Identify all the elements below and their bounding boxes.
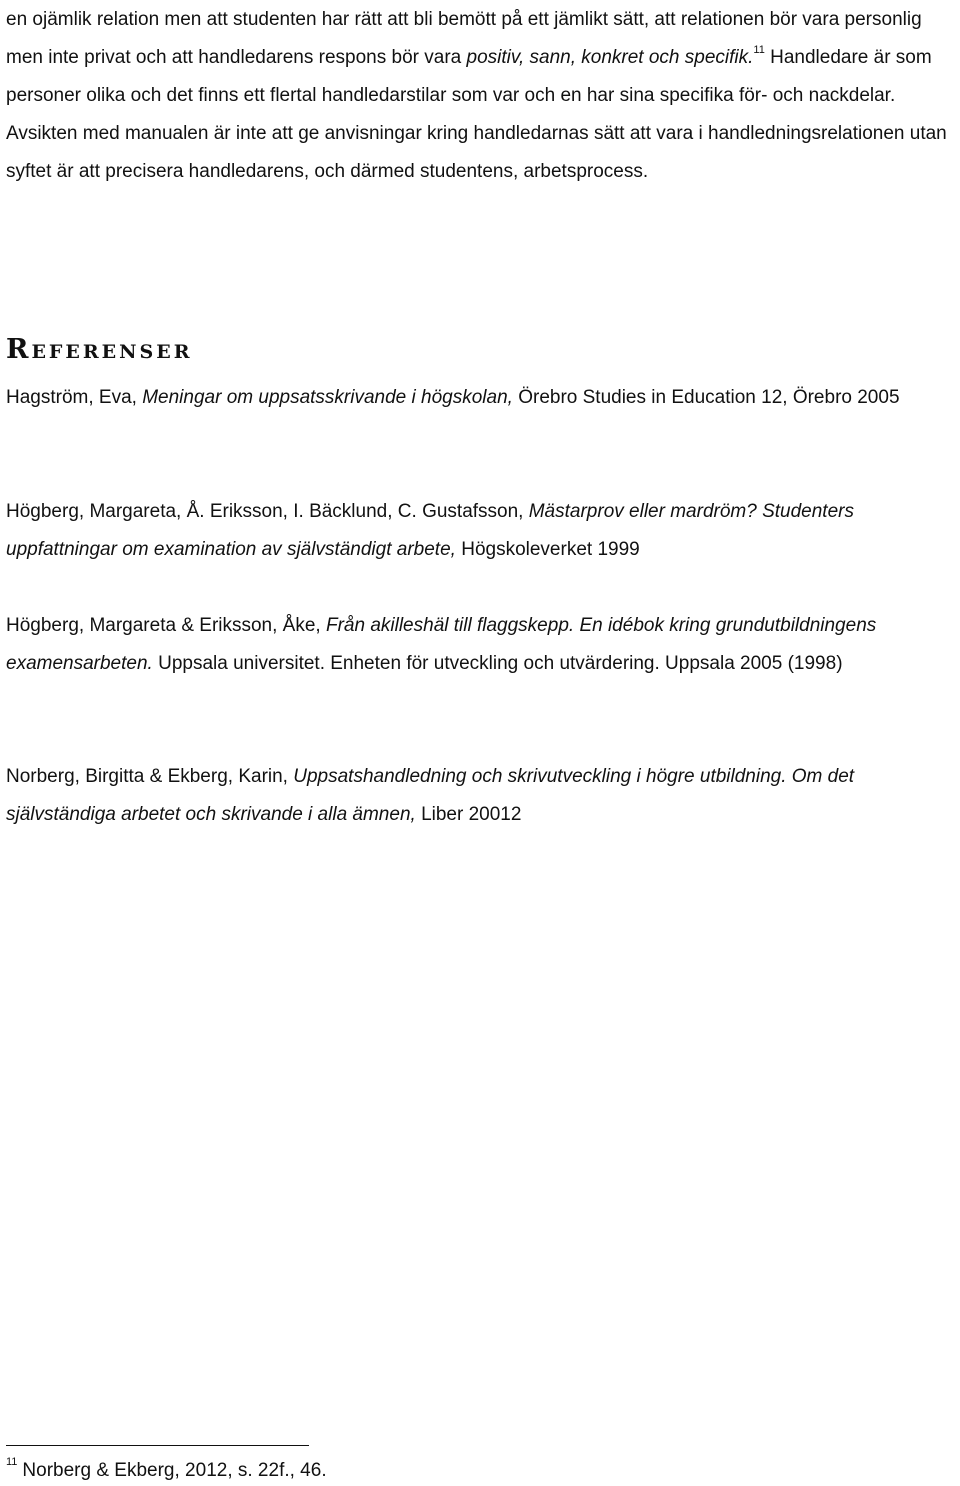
footnote-reference[interactable]: 11 bbox=[753, 43, 765, 56]
reference-publisher: Högskoleverket 1999 bbox=[455, 539, 640, 560]
reference-authors: Hagström, Eva, bbox=[6, 387, 143, 408]
references-heading: Referenser bbox=[6, 334, 193, 365]
reference-title: Uppsatshandledning och skrivutveckling i högre utbildning. Om det självständiga arbetet och skrivande i alla ämnen, bbox=[6, 766, 855, 825]
reference-item bbox=[6, 758, 954, 834]
reference-title: Från akilleshäl till flaggskepp. En idébok kring grundutbildningens examensarbeten. bbox=[6, 615, 877, 674]
reference-item bbox=[6, 379, 954, 417]
intro-emphasis: positiv, sann, konkret och specifik. bbox=[466, 47, 754, 68]
reference-authors: Högberg, Margareta, Å. Eriksson, I. Bäcklund, C. Gustafsson, bbox=[6, 501, 529, 522]
reference-item bbox=[6, 493, 954, 569]
footnote bbox=[6, 1456, 327, 1486]
reference-item bbox=[6, 607, 954, 683]
intro-paragraph bbox=[6, 1, 954, 191]
reference-title: Meningar om uppsatsskrivande i högskolan, bbox=[142, 387, 513, 408]
footnote-number: 11 bbox=[6, 1455, 18, 1468]
intro-text-1: en ojämlik relation men att studenten har rätt att bli bemött på ett jämlikt sätt, att relationen bör vara personlig men inte privat och att handledarens respons bör vara bbox=[6, 9, 922, 68]
reference-publisher: Liber 20012 bbox=[415, 804, 522, 825]
footnote-divider bbox=[6, 1445, 309, 1446]
reference-publisher: Uppsala universitet. Enheten för utveckling och utvärdering. Uppsala 2005 (1998) bbox=[152, 653, 843, 674]
intro-text-2: Handledare är som personer olika och det finns ett flertal handledarstilar som var och en har sina specifika för- och nackdelar. Avsikten med manualen är inte att ge anvisningar kring handledarnas sätt att vara i handledningsrelationen utan syftet är att precisera handledarens, och därmed studentens, arbetsprocess. bbox=[6, 47, 947, 182]
reference-publisher: Örebro Studies in Education 12, Örebro 2005 bbox=[512, 387, 900, 408]
reference-authors: Norberg, Birgitta & Ekberg, Karin, bbox=[6, 766, 294, 787]
footnote-text: Norberg & Ekberg, 2012, s. 22f., 46. bbox=[22, 1460, 327, 1481]
reference-title: Mästarprov eller mardröm? Studenters uppfattningar om examination av självständigt arbete, bbox=[6, 501, 854, 560]
reference-authors: Högberg, Margareta & Eriksson, Åke, bbox=[6, 615, 326, 636]
